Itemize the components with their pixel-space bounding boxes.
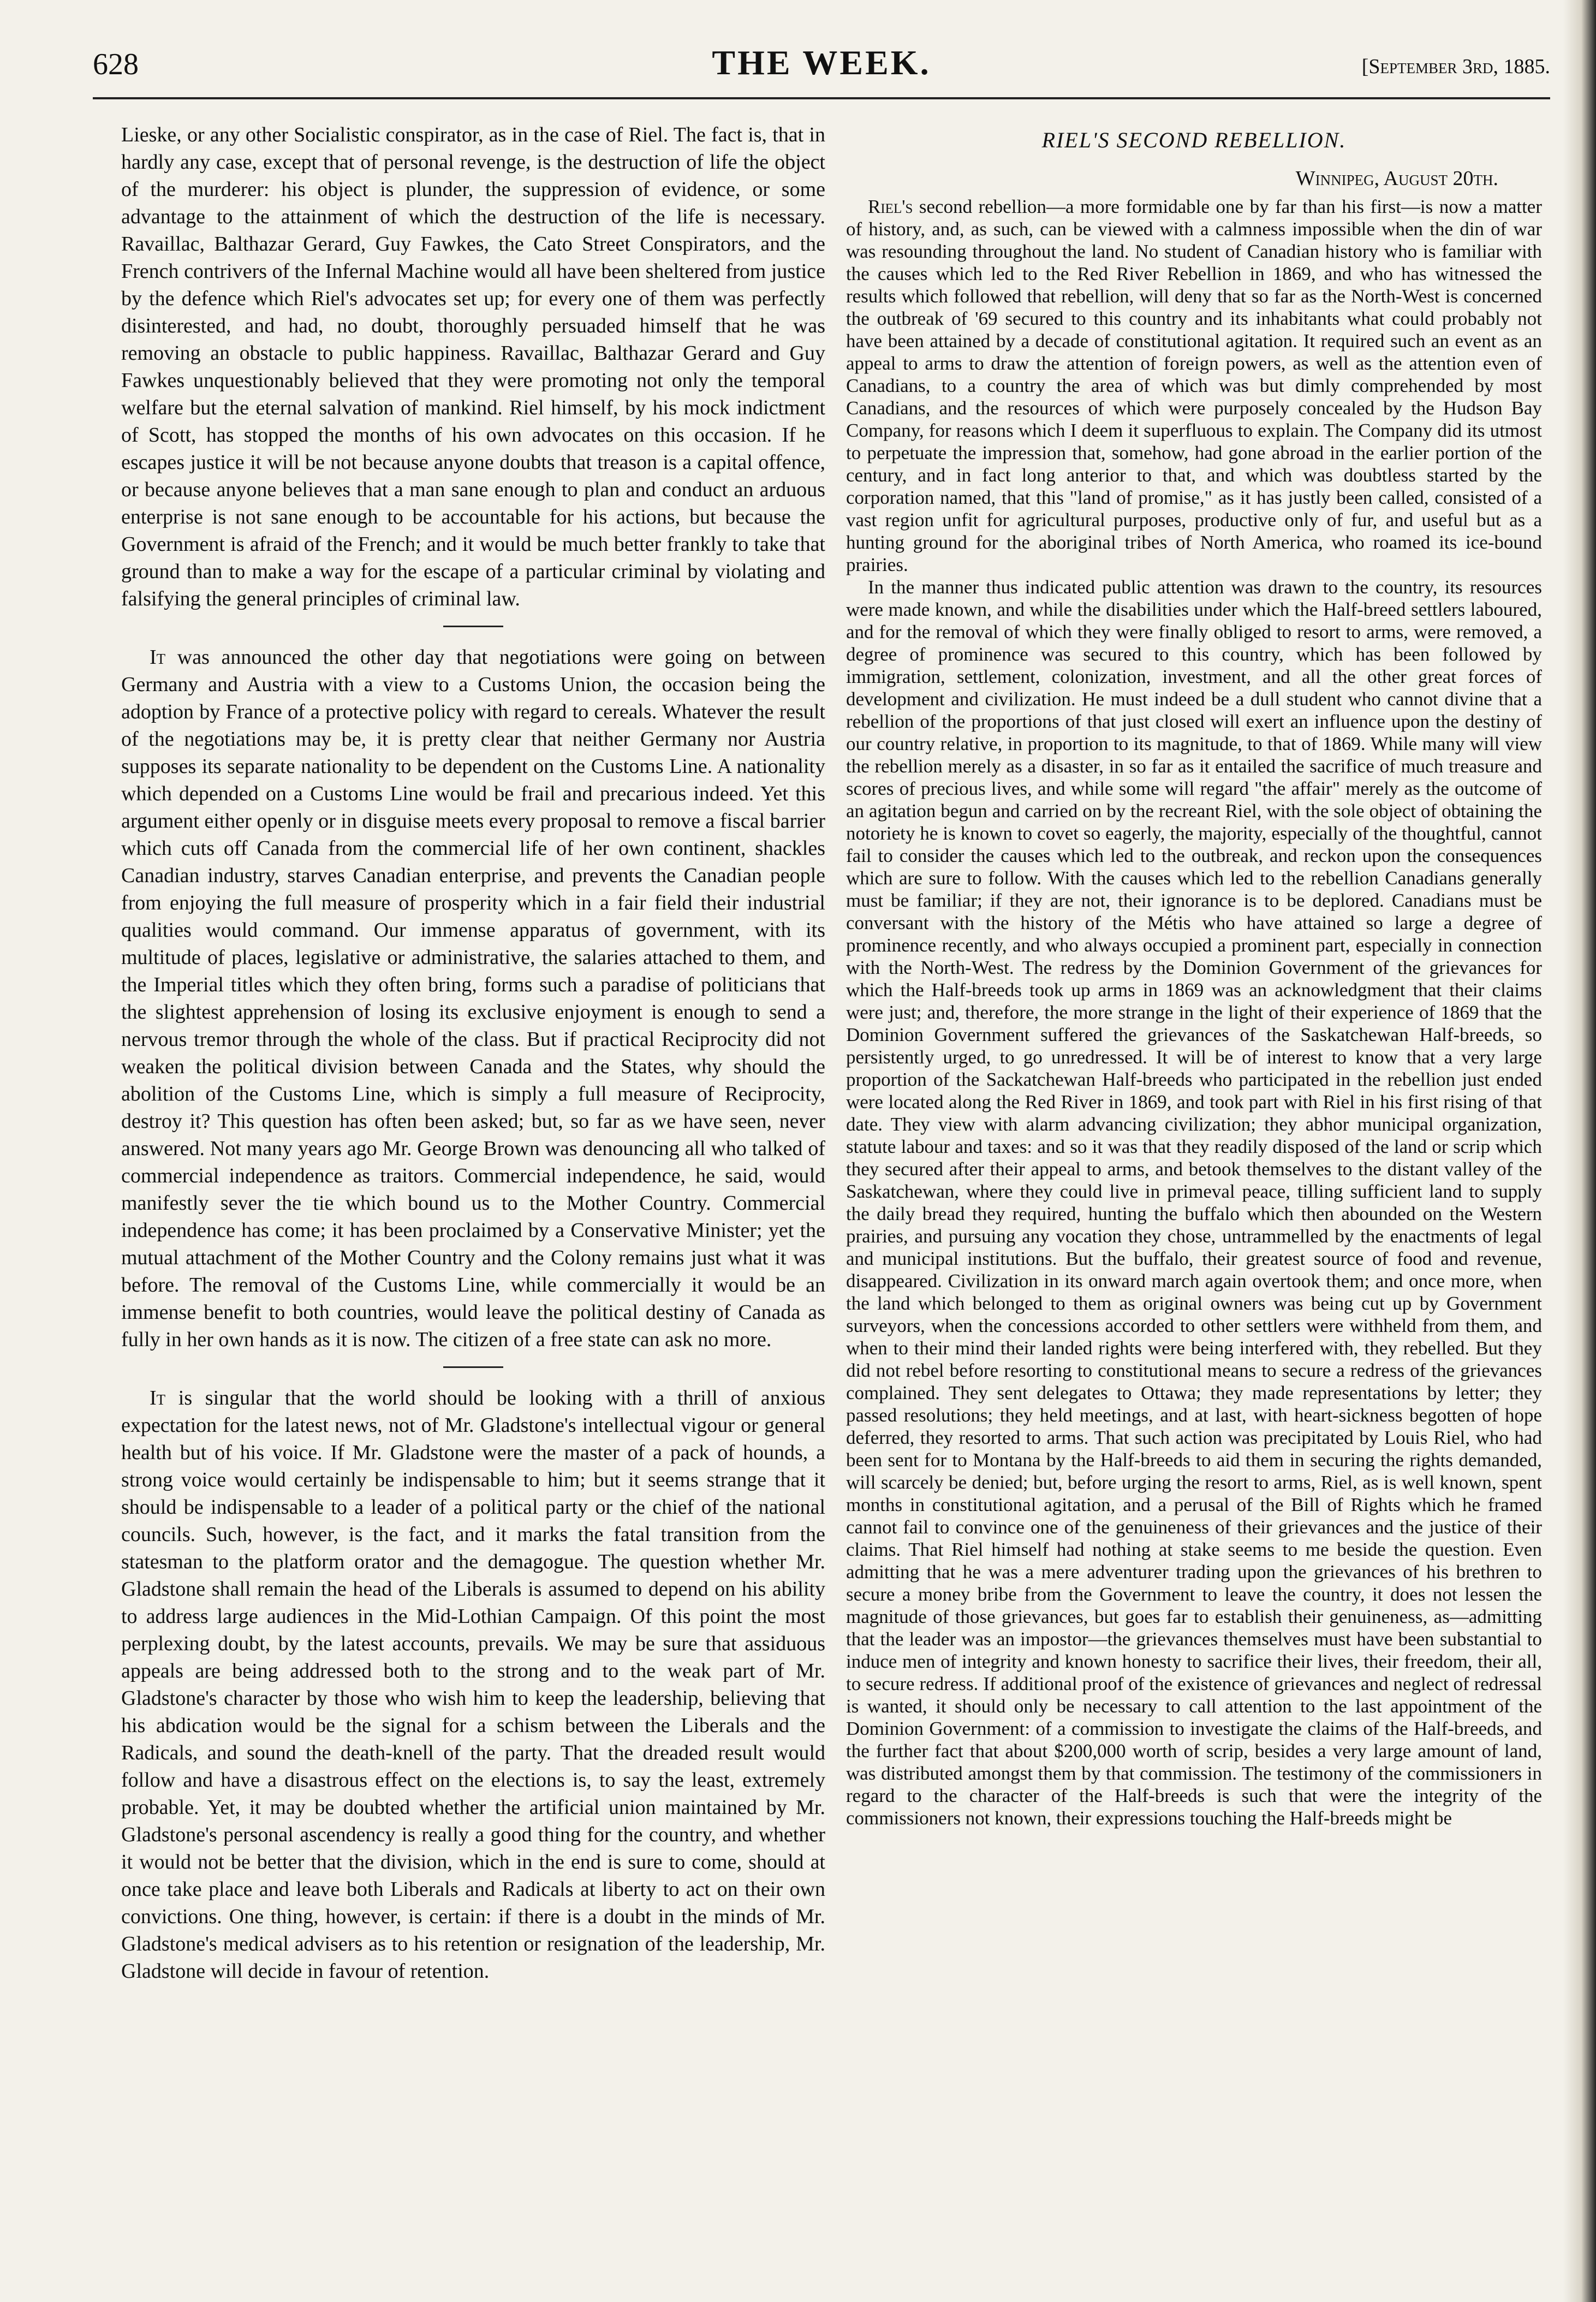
paragraph-lead-word: It xyxy=(150,1387,166,1409)
paragraph-customs-union xyxy=(121,644,825,1353)
paragraph-lead-word: It xyxy=(150,646,166,669)
issue-date: [September 3rd, 1885. xyxy=(1361,55,1550,78)
paragraph-body: second rebellion—a more formidable one by far than his first—is now a matter of history, and, as such, can be viewed with a calmness impossible when the din of war was resounding throughout the land. No student of Canadian history who is familiar with the causes which led to the Red River Rebellion in 1869, and who has witnessed the results which followed that rebellion, will deny that so far as the North-West is concerned the outbreak of '69 secured to this country and its inhabitants what could probably not have been attained by a decade of constitutional agitation. It required such an event as an appeal to arms to draw the attention of foreign powers, as well as the attention even of Canadians, to a country the area of which was but dimly comprehended by most Canadians, and the resources of which were purposely concealed by the Hudson Bay Company, for reasons which I deem it superfluous to explain. The Company did its utmost to perpetuate the impression that, somehow, had gone abroad in the earlier portion of the century, and in fact long anterior to that, and which was doubtless started by the corporation named, that this "land of promise," as it has justly been called, consisted of a vast region unfit for agricultural purposes, productive only of fur, and useful but as a hunting ground for the aboriginal tribes of North America, who roamed its ice-bound prairies. xyxy=(846,196,1542,575)
header-rule xyxy=(93,97,1550,99)
section-separator xyxy=(443,1366,503,1368)
paragraph-body: is singular that the world should be looking with a thrill of anxious expectation for the latest news, not of Mr. Gladstone's intellectual vigour or general health but of his voice. If Mr. Gladstone were the master of a pack of hounds, a strong voice would certainly be indispensable to him; but it seems strange that it should be indispensable to a leader of a political party or the chief of the national councils. Such, however, is the fact, and it marks the fatal transition from the statesman to the platform orator and the demagogue. The question whether Mr. Gladstone shall remain the head of the Liberals is assumed to depend on his ability to address large audiences in the Mid-Lothian Campaign. Of this point the most perplexing doubt, by the latest accounts, prevails. We may be sure that assiduous appeals are being addressed both to the strong and to the weak part of Mr. Gladstone's character by those who wish him to keep the leadership, believing that his abdication would be the signal for a schism between the Liberals and the Radicals, and sound the death-knell of the party. That the dreaded result would follow and have a disastrous effect on the elections is, to say the least, extremely probable. Yet, it may be doubted whether the artificial union maintained by Mr. Gladstone's personal ascendency is really a good thing for the country, and whether it would not be better that the division, which in the end is sure to come, should at once take place and leave both Liberals and Radicals at liberty to act on their own convictions. One thing, however, is certain: if there is a doubt in the minds of Mr. Gladstone's medical advisers as to his retention or resignation of the leadership, Mr. Gladstone will decide in favour of retention. xyxy=(121,1387,825,1983)
binding-edge xyxy=(1563,0,1596,2302)
page-header xyxy=(93,43,1550,92)
paragraph-half-breed-grievances: In the manner thus indicated public attention was drawn to the country, its resources were made known, and while the disabilities under which the Half-breed settlers laboured, and for the removal of which they were finally obliged to resort to arms, were removed, a degree of prominence was secured to this country, which has been followed by immigration, settlement, colonization, investment, and all the other great forces of development and civilization. He must indeed be a dull student who cannot divine that a rebellion of the proportions of that just closed will exert an influence upon the destiny of our country relative, in proportion to its magnitude, to that of 1869. While many will view the rebellion merely as a disaster, in so far as it entailed the sacrifice of much treasure and scores of precious lives, and while some will regard "the affair" merely as the outcome of an agitation begun and carried on by the recreant Riel, with the sole object of obtaining the notoriety he is known to covet so eagerly, the majority, especially of the thoughtful, cannot fail to consider the causes which led to the outbreak, and reckon upon the consequences which are sure to follow. With the causes which led to the rebellion Canadians generally must be familiar; if they are not, their ignorance is to be deplored. Canadians must be conversant with the history of the Métis who have attained so large a degree of prominence recently, and who always occupied a prominent part, especially in connection with the North-West. The redress by the Dominion Government of the grievances for which the Half-breeds took up arms in 1869 was an acknowledgment that their claims were just; and, therefore, the more strange in the light of their experience of 1869 that the Dominion Government suffered the grievances of the Saskatchewan Half-breeds, so persistently urged, to go unredressed. It will be of interest to know that a very large proportion of the Sackatchewan Half-breeds who participated in the rebellion just ended were located along the Red River in 1869, and took part with Riel in his first rising of that date. They view with alarm advancing civilization; they abhor municipal organization, statute labour and taxes: and so it was that they readily disposed of the land or scrip which they secured after their appeal to arms, and betook themselves to the distant valley of the Saskatchewan, where they could live in primeval peace, tilling sufficient land to supply the daily bread they required, hunting the buffalo which then abounded on the Western prairies, and pursuing any vocation they chose, untrammelled by the enactments of legal and municipal institutions. But the buffalo, their greatest source of food and revenue, disappeared. Civilization in its onward march again overtook them; and once more, when the land which belonged to them as original owners was being cut up by Government surveyors, when the concessions accorded to other settlers were withheld from them, and when to their mind their landed rights were being interfered with, they rebelled. But they did not rebel before resorting to constitutional means to secure a redress of the grievances complained. They sent delegates to Ottawa; they made representations by letter; they passed resolutions; they held meetings, and at last, with heart-sickness begotten of hope deferred, they resorted to arms. That such action was precipitated by Louis Riel, who had been sent for to Montana by the Half-breeds to aid them in securing the rights demanded, will scarcely be denied; but, before urging the resort to arms, Riel, as is well known, spent months in constitutional agitation, and a perusal of the Bill of Rights which he framed cannot fail to convince one of the genuineness of their grievances and the justice of their claims. That Riel himself had nothing at stake seems to me beside the question. Even admitting that he was a mere adventurer trading upon the grievances of his brethren to secure a money bribe from the Government to leave the country, it does not lessen the magnitude of those grievances, but goes far to establish their genuineness, as—admitting that the leader was an impostor—the grievances themselves must have been substantial to induce men of integrity and known honesty to sacrifice their lives, their freedom, their all, to secure redress. If additional proof of the existence of grievances and neglect of redressal is wanted, it should only be necessary to call attention to the last appointment of the Dominion Government: of a commission to investigate the claims of the Half-breeds, and the further fact that about $200,000 worth of scrip, besides a very large amount of land, was distributed amongst them by that commission. The testimony of the commissioners in regard to the character of the Half-breeds is such that were the integrity of the commissioners not known, their expressions touching the Half-breeds might be xyxy=(846,576,1542,1829)
article-title: RIEL'S SECOND REBELLION. xyxy=(1041,128,1347,152)
paragraph-lead-word: Riel's xyxy=(868,196,913,217)
paragraph-body: was announced the other day that negotiations were going on between Germany and Austria with a view to a Customs Union, the occasion being the adoption by France of a protective policy with regard to cereals. Whatever the result of the negotiations may be, it is pretty clear that neither Germany nor Austria supposes its separate nationality to be dependent on the Customs Line. A nationality which depended on a Customs Line would be frail and precarious indeed. Yet this argument either openly or in disguise meets every proposal to remove a fiscal barrier which cuts off Canada from the commercial life of her own continent, shackles Canadian industry, starves Canadian enterprise, and prevents the Canadian people from enjoying the full measure of prosperity which in a fair field their industrial qualities would command. Our immense apparatus of government, with its multitude of places, legislative or administrative, the salaries attached to them, and the Imperial titles which they often bring, forms such a paradise of politicians that the slightest apprehension of losing its exclusive enjoyment is enough to send a nervous tremor through the whole of the class. But if practical Reciprocity did not weaken the political division between Canada and the States, why should the abolition of the Customs Line, which is simply a full measure of Reciprocity, destroy it? This question has often been asked; but, so far as we have seen, never answered. Not many years ago Mr. George Brown was denouncing all who talked of commercial independence as traitors. Commercial independence, he said, would manifestly sever the tie which bound us to the Mother Country. Commercial independence has come; it has been proclaimed by a Conservative Minister; yet the mutual attachment of the Mother Country and the Colony remains just what it was before. The removal of the Customs Line, while commercially it would be an immense benefit to both countries, would leave the political destiny of Canada as fully in her own hands as it is now. The citizen of a free state can ask no more. xyxy=(121,646,825,1351)
masthead-title: THE WEEK. xyxy=(712,43,931,82)
article-dateline: Winnipeg, August 20th. xyxy=(1295,167,1498,190)
paragraph-riel-defence: Lieske, or any other Socialistic conspirator, as in the case of Riel. The fact is, that in hardly any case, except that of personal revenge, is the destruction of life the object of the murderer: his object is plunder, the suppression of evidence, or some advantage to the attainment of which the destruction of the life is necessary. Ravaillac, Balthazar Gerard, Guy Fawkes, the Cato Street Conspirators, and the French contrivers of the Infernal Machine would all have been sheltered from justice by the defence which Riel's advocates set up; for every one of them was perfectly disinterested, and had, no doubt, thoroughly persuaded himself that he was removing an obstacle to public happiness. Ravaillac, Balthazar Gerard and Guy Fawkes unquestionably believed that they were promoting not only the temporal welfare but the eternal salvation of mankind. Riel himself, by his mock indictment of Scott, has stopped the months of his own advocates on this occasion. If he escapes justice it will be not because anyone doubts that treason is a capital offence, or because anyone believes that a man sane enough to plan and conduct an arduous enterprise is not sane enough to be accountable for his actions, but because the Government is afraid of the French; and it would be much better frankly to take that ground than to make a way for the escape of a particular criminal by violating and falsifying the general principles of criminal law. xyxy=(121,123,825,610)
paragraph-second-rebellion xyxy=(846,195,1542,576)
page-number: 628 xyxy=(93,47,139,81)
left-column xyxy=(121,121,825,1985)
right-column xyxy=(846,121,1542,1829)
section-separator xyxy=(443,626,503,627)
paragraph-gladstone xyxy=(121,1384,825,1985)
